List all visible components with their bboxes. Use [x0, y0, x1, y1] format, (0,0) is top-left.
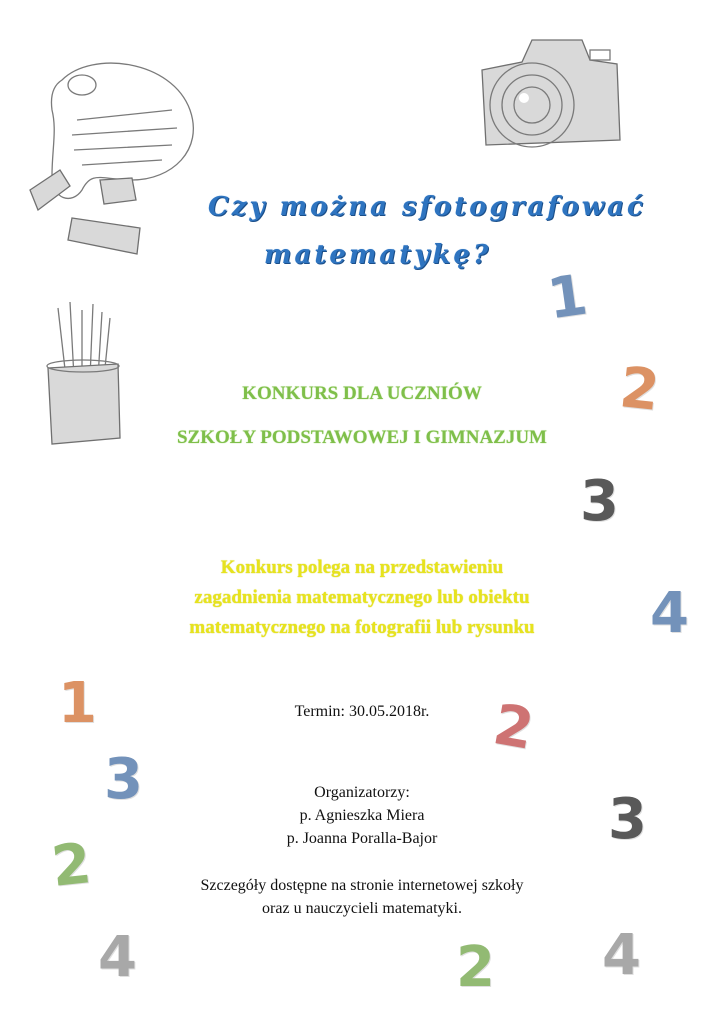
digit-decor: 2: [616, 355, 663, 424]
pencil-cup-sketch: [38, 298, 138, 448]
digit-decor: 1: [543, 262, 592, 333]
organizer-2: p. Joanna Poralla-Bajor: [286, 830, 438, 847]
title-line-2: matematykę?: [264, 240, 492, 270]
digit-decor: 2: [48, 831, 95, 900]
contest-heading-1: KONKURS DLA UCZNIÓW: [242, 383, 482, 404]
description-line-3: matematycznego na fotografii lub rysunku: [189, 617, 535, 638]
organizer-1: p. Agnieszka Miera: [299, 807, 425, 824]
title-line-1: Czy można sfotografować: [208, 192, 646, 222]
details-line-1: Szczegóły dostępne na stronie internetowej szkoły: [200, 877, 524, 894]
digit-decor: 2: [488, 692, 539, 763]
contest-heading-2: SZKOŁY PODSTAWOWEJ I GIMNAZJUM: [176, 427, 547, 448]
details-line-2: oraz u nauczycieli matematyki.: [262, 900, 462, 917]
deadline: Termin: 30.05.2018r.: [294, 703, 430, 720]
digit-decor: 3: [608, 787, 647, 852]
description-line-1: Konkurs polega na przedstawieniu: [220, 557, 504, 578]
digit-decor: 4: [98, 925, 137, 990]
digit-decor: 4: [602, 923, 641, 988]
digit-decor: 2: [456, 935, 495, 1000]
camera-sketch: [472, 30, 632, 160]
digit-decor: 3: [580, 469, 619, 534]
palette-sketch: [22, 40, 202, 280]
digit-decor: 1: [58, 671, 97, 736]
description-line-2: zagadnienia matematycznego lub obiektu: [194, 587, 530, 608]
digit-decor: 4: [650, 581, 689, 646]
digit-decor: 3: [104, 747, 143, 812]
organizers-heading: Organizatorzy:: [314, 784, 410, 801]
